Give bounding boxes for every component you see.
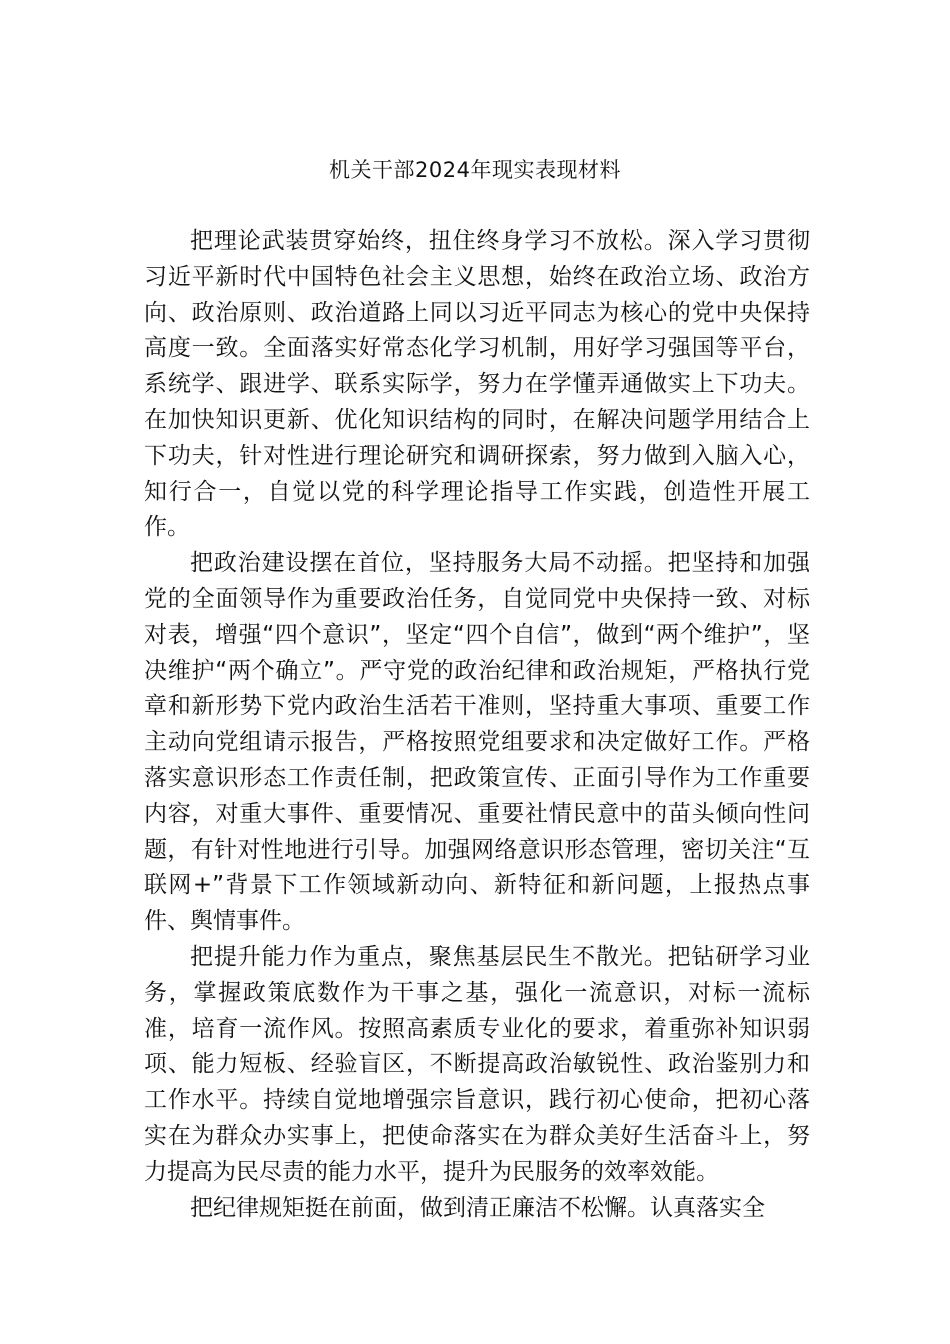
paragraph-theory-study: 把理论武装贯穿始终，扭住终身学习不放松。深入学习贯彻习近平新时代中国特色社会主义思想，始终在政治立场、政治方向、政治原则、政治道路上同以习近平同志为核心的党中央保持高度一致。全面落实好常态化学习机制，用好学习强国等平台，系统学、跟进学、联系实际学，努力在学懂弄通做实上下功夫。在加快知识更新、优化知识结构的同时，在解决问题学用结合上下功夫，针对性进行理论研究和调研探索，努力做到入脑入心，知行合一，自觉以党的科学理论指导工作实践，创造性开展工作。 [144, 228, 810, 541]
paragraph-political-building: 把政治建设摆在首位，坚持服务大局不动摇。把坚持和加强党的全面领导作为重要政治任务，自觉同党中央保持一致、对标对表，增强“四个意识”，坚定“四个自信”，做到“两个维护”，坚决维护“两个确立”。严守党的政治纪律和政治规矩，严格执行党章和新形势下党内政治生活若干准则，坚持重大事项、重要工作主动向党组请示报告，严格按照党组要求和决定做好工作。严格落实意识形态工作责任制，把政策宣传、正面引导作为工作重要内容，对重大事件、重要情况、重要社情民意中的苗头倾向性问题，有针对性地进行引导。加强网络意识形态管理，密切关注“互联网+”背景下工作领域新动向、新特征和新问题，上报热点事件、舆情事件。 [144, 550, 810, 935]
document-body [144, 224, 810, 1226]
paragraph-capability: 把提升能力作为重点，聚焦基层民生不散光。把钻研学习业务，掌握政策底数作为干事之基，强化一流意识，对标一流标准，培育一流作风。按照高素质专业化的要求，着重弥补知识弱项、能力短板、经验盲区，不断提高政治敏锐性、政治鉴别力和工作水平。持续自觉地增强宗旨意识，践行初心使命，把初心落实在为群众办实事上，把使命落实在为群众美好生活奋斗上，努力提高为民尽责的能力水平，提升为民服务的效率效能。 [144, 943, 810, 1185]
paragraph-discipline: 把纪律规矩挺在前面，做到清正廉洁不松懈。认真落实全 [190, 1194, 765, 1221]
document-title: 机关干部2024年现实表现材料 [329, 158, 621, 182]
